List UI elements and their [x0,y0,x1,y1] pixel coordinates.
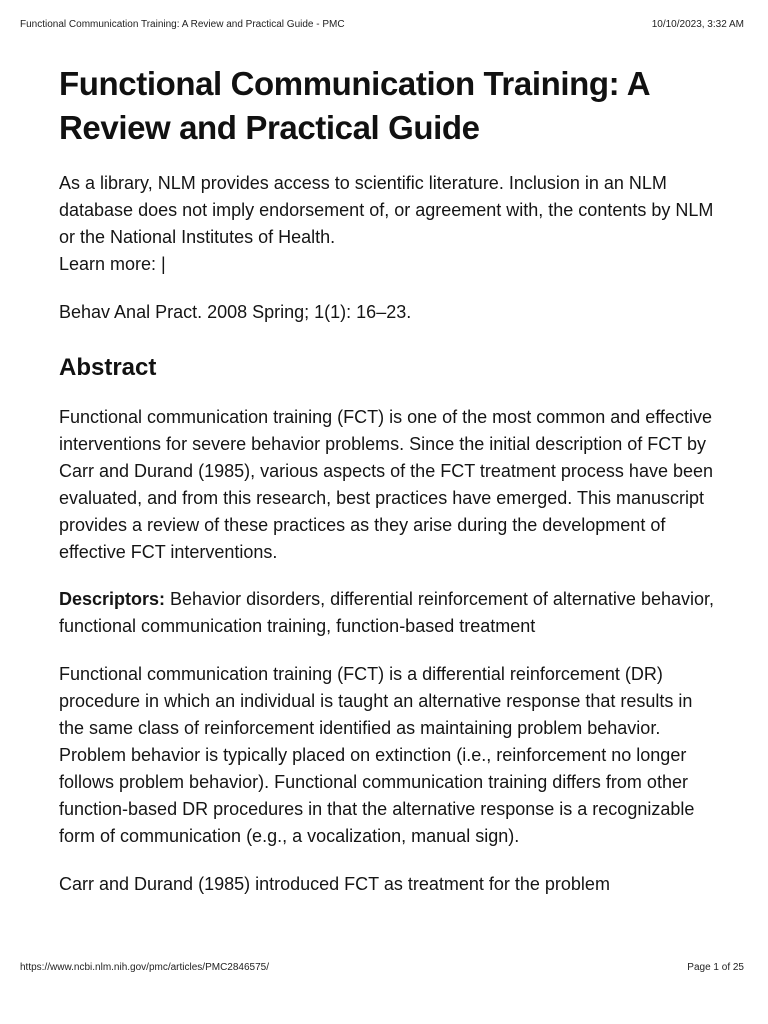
body-paragraph-1: Functional communication training (FCT) is a differential reinforcement (DR) procedure in which an individual is taught an alternative response that results in the same class of reinforcement identified as maintaining problem behavior. Problem behavior is typically placed on extinction (i.e., reinforcement no longer follows problem behavior). Functional communication training differs from other function-based DR procedures in that the alternative response is a recognizable form of communication (e.g., a vocalization, manual sign). [59,664,695,846]
print-footer [20,961,744,975]
print-footer-url: https://www.ncbi.nlm.nih.gov/pmc/articles/PMC2846575/ [20,962,269,973]
descriptors-label: Descriptors: [59,589,166,609]
article-title: Functional Communication Training: A Review and Practical Guide [59,65,649,146]
descriptors-text: Behavior disorders, differential reinforcement of alternative behavior, functional communication training, function-based treatment [59,589,714,636]
print-header-page-title: Functional Communication Training: A Review and Practical Guide - PMC [20,19,345,30]
disclaimer-text: As a library, NLM provides access to scientific literature. Inclusion in an NLM database does not imply endorsement of, or agreement with, the contents by NLM or the National Institutes of Health. [59,173,714,247]
abstract-heading: Abstract [59,354,157,381]
article-content [59,62,719,942]
nlm-disclaimer [59,170,719,278]
print-header-datetime: 10/10/2023, 3:32 AM [651,19,744,30]
descriptors [59,586,719,640]
abstract-paragraph: Functional communication training (FCT) is one of the most common and effective interventions for severe behavior problems. Since the initial description of FCT by Carr and Durand (1985), various aspects of the FCT treatment process have been evaluated, and from this research, best practices have emerged. This manuscript provides a review of these practices as they arise during the development of effective FCT interventions. [59,407,714,562]
print-footer-page-indicator: Page 1 of 25 [687,962,744,973]
citation: Behav Anal Pract. 2008 Spring; 1(1): 16–23. [59,302,412,322]
print-header [20,18,744,32]
body-paragraph-2: Carr and Durand (1985) introduced FCT as treatment for the problem [59,874,610,894]
learn-more-link[interactable]: Learn more: | [59,254,166,274]
